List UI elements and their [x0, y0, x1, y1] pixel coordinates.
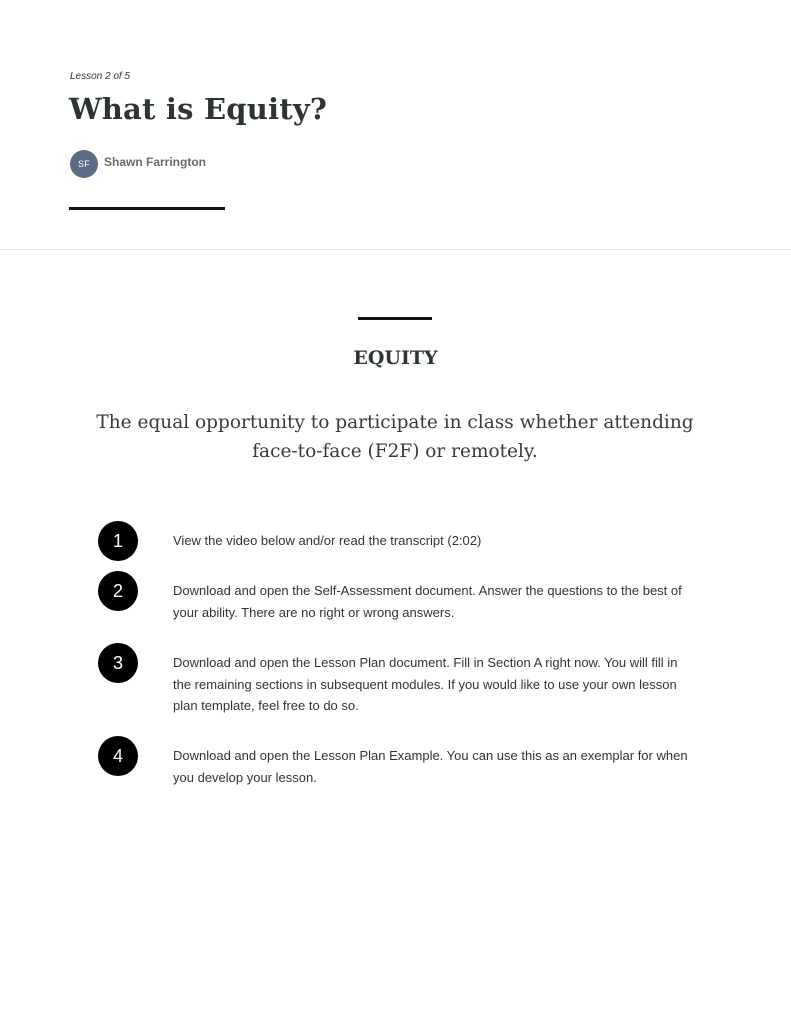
page-title: What is Equity?: [69, 92, 328, 126]
step-text: Download and open the Lesson Plan document. Fill in Section A right now. You will fill in the remaining sections in subsequent modules. If you would like to use your own lesson plan template, feel free to do so.: [173, 655, 678, 713]
definition-text: The equal opportunity to participate in class whether attending face-to-face (F2F) or remotely.: [96, 412, 694, 462]
step-number: 4: [98, 736, 138, 776]
step-text: Download and open the Lesson Plan Example. You can use this as an exemplar for when you develop your lesson.: [173, 748, 688, 785]
step-number: 1: [98, 521, 138, 561]
step-number: 2: [98, 571, 138, 611]
step-number: 3: [98, 643, 138, 683]
avatar: SF: [70, 150, 98, 178]
header-divider: [0, 249, 791, 250]
author-name: Shawn Farrington: [104, 155, 206, 169]
step-text: View the video below and/or read the transcript (2:02): [173, 533, 482, 548]
section-heading: EQUITY: [353, 347, 438, 369]
section-rule: [358, 317, 432, 320]
header-rule: [69, 207, 225, 210]
step-text: Download and open the Self-Assessment document. Answer the questions to the best of your ability. There are no right or wrong answers.: [173, 583, 682, 620]
lesson-count: Lesson 2 of 5: [70, 71, 131, 82]
author: [70, 150, 206, 178]
